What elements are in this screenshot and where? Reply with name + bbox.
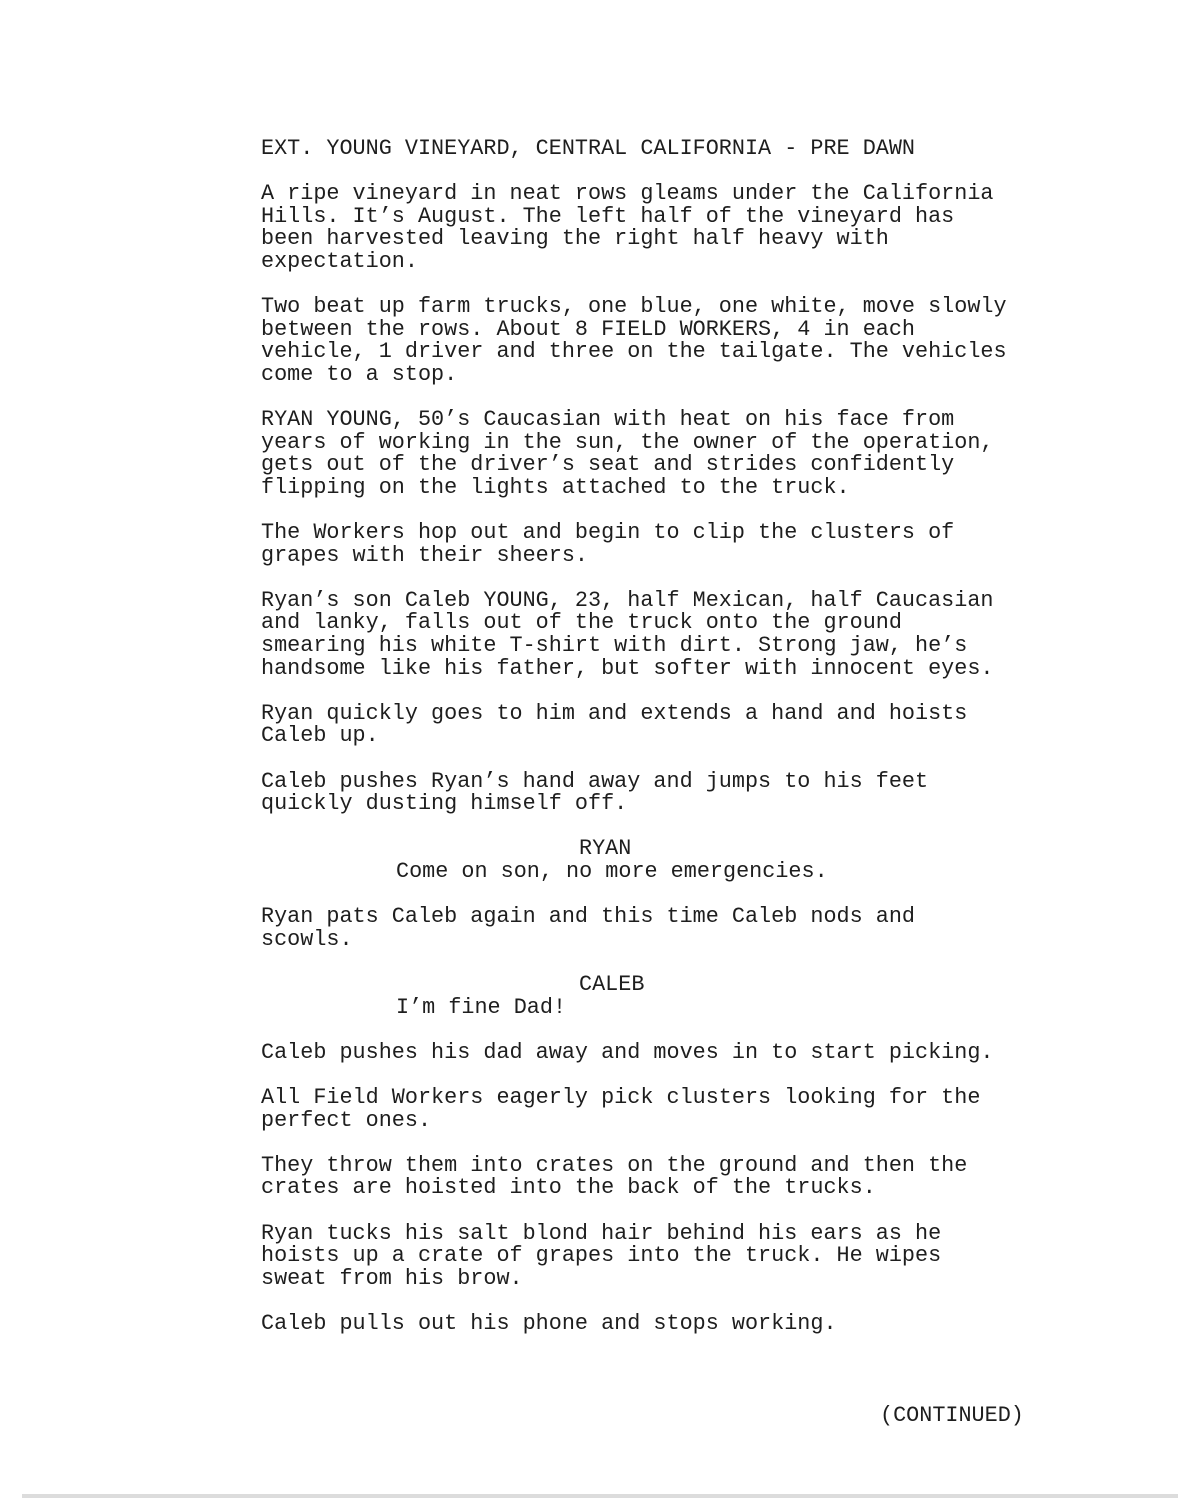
action-line: Ryan pats Caleb again and this time Caleb nods and [261,904,916,930]
action-line: scowls. [261,926,353,952]
action-line: All Field Workers eagerly pick clusters looking for the [261,1084,981,1110]
action-line: years of working in the sun, the owner of the operation, [261,429,994,455]
action-paragraph [261,1220,1041,1291]
action-paragraph [261,522,1041,567]
dialogue-line: I’m fine Dad! [396,994,567,1020]
action-line: Ryan’s son Caleb YOUNG, 23, half Mexican, half Caucasian [261,587,994,613]
character-name: RYAN [579,836,632,862]
page-bottom-divider [22,1494,1178,1498]
action-line: Caleb up. [261,723,379,749]
action-line: Caleb pushes Ryan’s hand away and jumps to his feet [261,768,929,794]
action-paragraph [261,409,1041,499]
action-line: come to a stop. [261,361,458,387]
action-line: A ripe vineyard in neat rows gleams under the California [261,181,994,207]
action-line: vehicle, 1 driver and three on the tailgate. The vehicles [261,339,1007,365]
action-line: been harvested leaving the right half heavy with [261,226,889,252]
dialogue-line: Come on son, no more emergencies. [396,859,828,884]
action-line: Two beat up farm trucks, one blue, one white, move slowly [261,294,1007,320]
action-line: gets out of the driver’s seat and strides confidently [261,452,955,478]
action-line: Caleb pulls out his phone and stops working. [261,1310,837,1336]
character-name: CALEB [579,971,645,997]
action-line: They throw them into crates on the ground and then the [261,1152,968,1178]
action-line: Caleb pushes his dad away and moves in to start picking. [261,1039,994,1065]
action-line: Hills. It’s August. The left half of the vineyard has [261,203,955,229]
screenplay-body [261,138,1041,1358]
action-line: flipping on the lights attached to the truck. [261,474,850,500]
action-line: The Workers hop out and begin to clip the clusters of [261,520,955,546]
action-paragraph [261,296,1041,386]
action-paragraph [261,587,1041,681]
action-paragraph [261,700,1041,749]
action-line: RYAN YOUNG, 50’s Caucasian with heat on his face from [261,407,955,433]
action-paragraph [261,1084,1041,1133]
action-line: perfect ones. [261,1107,432,1133]
continued-marker: (CONTINUED) [880,1403,1024,1428]
action-line: between the rows. About 8 FIELD WORKERS, 4 in each [261,316,916,342]
action-paragraph [261,768,1041,817]
action-paragraph [261,906,1041,951]
action-line: quickly dusting himself off. [261,791,628,817]
action-line: handsome like his father, but softer with innocent eyes. [261,655,994,681]
action-line: and lanky, falls out of the truck onto the ground [261,610,902,636]
action-paragraph [261,1310,1041,1336]
action-line: crates are hoisted into the back of the trucks. [261,1175,876,1201]
action-line: Ryan quickly goes to him and extends a hand and hoists [261,700,968,726]
action-line: grapes with their sheers. [261,542,589,568]
action-line: hoists up a crate of grapes into the truck. He wipes [261,1243,942,1269]
action-line: Ryan tucks his salt blond hair behind his ears as he [261,1220,942,1246]
scene-heading: EXT. YOUNG VINEYARD, CENTRAL CALIFORNIA - PRE DAWN [261,136,916,161]
action-line: sweat from his brow. [261,1265,523,1291]
action-line: expectation. [261,248,418,274]
action-paragraph [261,1152,1041,1201]
action-paragraph [261,1039,1041,1065]
action-paragraph [261,183,1041,273]
action-line: smearing his white T-shirt with dirt. Strong jaw, he’s [261,633,968,659]
